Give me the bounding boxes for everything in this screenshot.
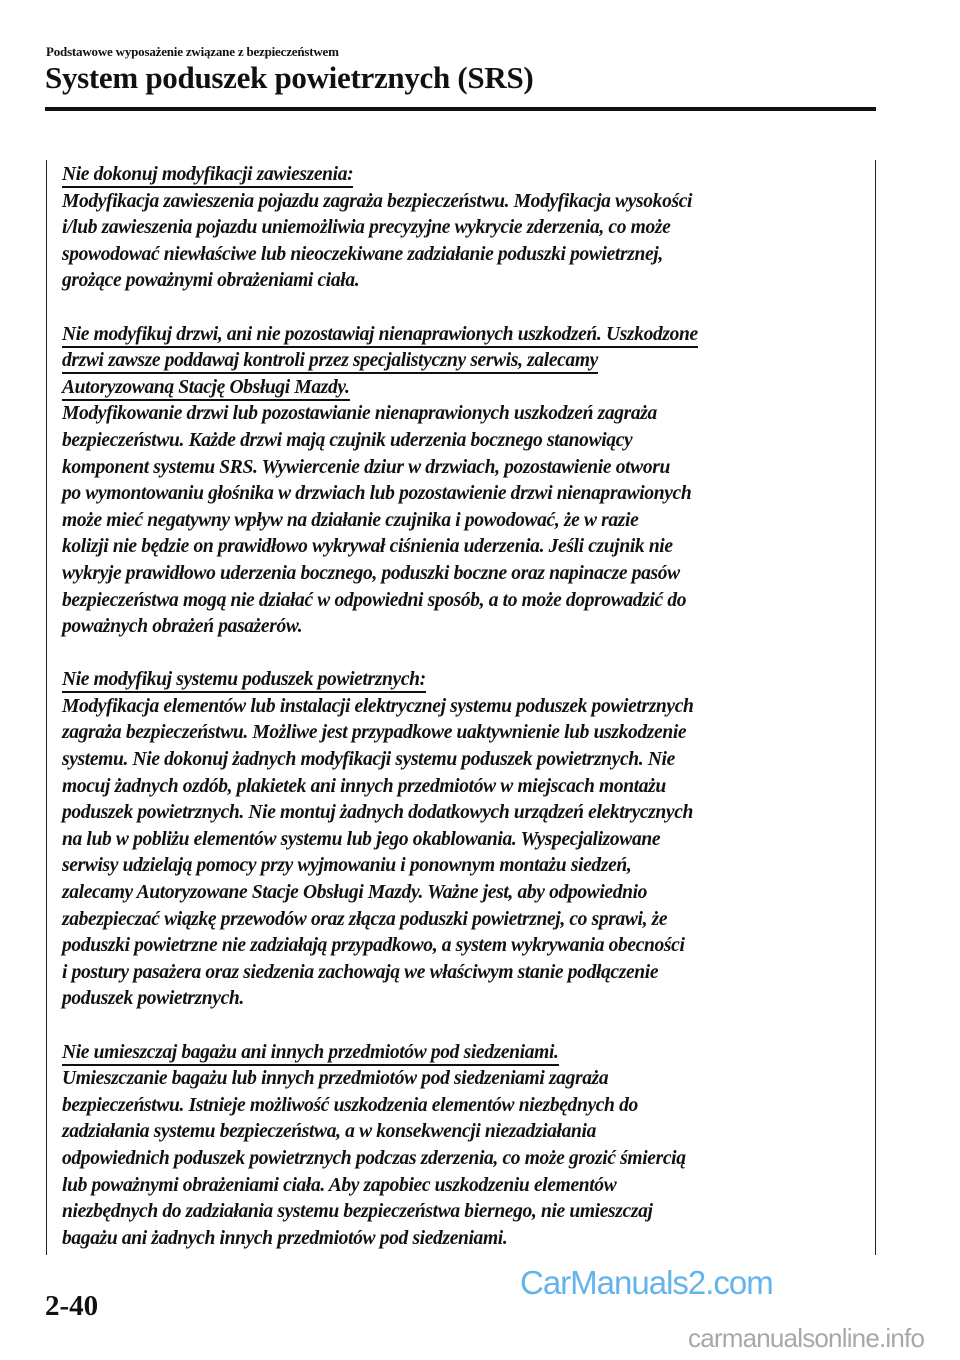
watermark-corner[interactable]: carmanualsonline.info	[688, 1323, 925, 1353]
warning-section	[62, 1040, 872, 1253]
body-line: Umieszczanie bagażu lub innych przedmiotów pod siedzeniami zagraża	[62, 1068, 609, 1090]
section-heading-text: Nie dokonuj modyfikacji zawieszenia:	[62, 164, 353, 188]
warning-content	[62, 162, 872, 1252]
body-line: po wymontowaniu głośnika w drzwiach lub pozostawienie drzwi nienaprawionych	[62, 483, 692, 505]
section-heading-line	[62, 162, 872, 189]
body-line: kolizji nie będzie on prawidłowo wykrywał ciśnienia uderzenia. Jeśli czujnik nie	[62, 536, 673, 558]
title-rule	[45, 107, 876, 111]
breadcrumb: Podstawowe wyposażenie związane z bezpieczeństwem	[46, 44, 339, 59]
section-heading-text: Nie umieszczaj bagażu ani innych przedmiotów pod siedzeniami.	[62, 1042, 559, 1066]
body-line: niezbędnych do zadziałania systemu bezpieczeństwa biernego, nie umieszczaj	[62, 1201, 653, 1223]
body-line: Modyfikacja elementów lub instalacji elektrycznej systemu poduszek powietrznych	[62, 695, 694, 717]
body-line: grożące poważnymi obrażeniami ciała.	[62, 270, 360, 292]
section-heading-line	[62, 1040, 872, 1067]
body-line: Modyfikowanie drzwi lub pozostawianie nienaprawionych uszkodzeń zagraża	[62, 403, 657, 425]
body-line: zabezpieczać wiązkę przewodów oraz złącza poduszki powietrznej, co sprawi, że	[62, 908, 668, 930]
body-line: bezpieczeństwa mogą nie działać w odpowiedni sposób, a to może doprowadzić do	[62, 589, 687, 611]
section-heading-line	[62, 667, 872, 694]
section-gap	[62, 1013, 872, 1040]
watermark-overlay: CarManuals2.com	[520, 1264, 773, 1301]
section-heading-line	[62, 348, 872, 375]
section-heading-text: Nie modyfikuj systemu poduszek powietrznych:	[62, 669, 426, 693]
section-gap	[62, 295, 872, 322]
body-line: i postury pasażera oraz siedzenia zachowają we właściwym stanie podłączenie	[62, 961, 659, 983]
warning-section	[62, 322, 872, 641]
body-line: Modyfikacja zawieszenia pojazdu zagraża bezpieczeństwu. Modyfikacja wysokości	[62, 190, 693, 212]
body-line: może mieć negatywny wpływ na działanie czujnika i powodować, że w razie	[62, 509, 639, 531]
section-heading-text: Nie modyfikuj drzwi, ani nie pozostawiaj nienaprawionych uszkodzeń. Uszkodzone	[62, 324, 698, 348]
body-line: spowodować niewłaściwe lub nieoczekiwane zadziałanie poduszki powietrznej,	[62, 243, 663, 265]
page-title: System poduszek powietrznych (SRS)	[45, 60, 534, 95]
warning-section	[62, 162, 872, 295]
body-line: zagraża bezpieczeństwu. Możliwe jest przypadkowe uaktywnienie lub uszkodzenie	[62, 722, 687, 744]
section-heading-line	[62, 375, 872, 402]
body-line: poduszek powietrznych. Nie montuj żadnych dodatkowych urządzeń elektrycznych	[62, 802, 694, 824]
body-line: bezpieczeństwu. Każde drzwi mają czujnik uderzenia bocznego stanowiący	[62, 429, 633, 451]
body-line: poduszki powietrzne nie zadziałają przypadkowo, a system wykrywania obecności	[62, 935, 685, 957]
body-line: bagażu ani żadnych innych przedmiotów pod siedzeniami.	[62, 1227, 508, 1249]
body-line: zadziałania systemu bezpieczeństwa, a w konsekwencji niezadziałania	[62, 1121, 596, 1143]
warning-section	[62, 667, 872, 1013]
body-line: poważnych obrażeń pasażerów.	[62, 616, 303, 638]
body-line: wykryje prawidłowo uderzenia bocznego, poduszki boczne oraz napinacze pasów	[62, 562, 680, 584]
body-line: bezpieczeństwu. Istnieje możliwość uszkodzenia elementów niezbędnych do	[62, 1094, 638, 1116]
section-heading-text: Autoryzowaną Stację Obsługi Mazdy.	[62, 377, 350, 401]
body-line: systemu. Nie dokonuj żadnych modyfikacji systemu poduszek powietrznych. Nie	[62, 749, 675, 771]
body-line: zalecamy Autoryzowane Stacje Obsługi Mazdy. Ważne jest, aby odpowiednio	[62, 882, 648, 904]
body-line: lub poważnymi obrażeniami ciała. Aby zapobiec uszkodzeniu elementów	[62, 1174, 617, 1196]
page-number: 2-40	[45, 1290, 99, 1322]
body-line: mocuj żadnych ozdób, plakietek ani innych przedmiotów w miejscach montażu	[62, 775, 666, 797]
body-line: na lub w pobliżu elementów systemu lub jego okablowania. Wyspecjalizowane	[62, 828, 661, 850]
body-line: i/lub zawieszenia pojazdu uniemożliwia precyzyjne wykrycie zderzenia, co może	[62, 217, 671, 239]
body-line: poduszek powietrznych.	[62, 988, 244, 1010]
section-heading-text: drzwi zawsze poddawaj kontroli przez specjalistyczny serwis, zalecamy	[62, 350, 598, 374]
body-line: komponent systemu SRS. Wywiercenie dziur w drzwiach, pozostawienie otworu	[62, 456, 670, 478]
section-heading-line	[62, 322, 872, 349]
section-gap	[62, 641, 872, 668]
body-line: serwisy udzielają pomocy przy wyjmowaniu i ponownym montażu siedzeń,	[62, 855, 632, 877]
body-line: odpowiednich poduszek powietrznych podczas zderzenia, co może grozić śmiercią	[62, 1147, 686, 1169]
